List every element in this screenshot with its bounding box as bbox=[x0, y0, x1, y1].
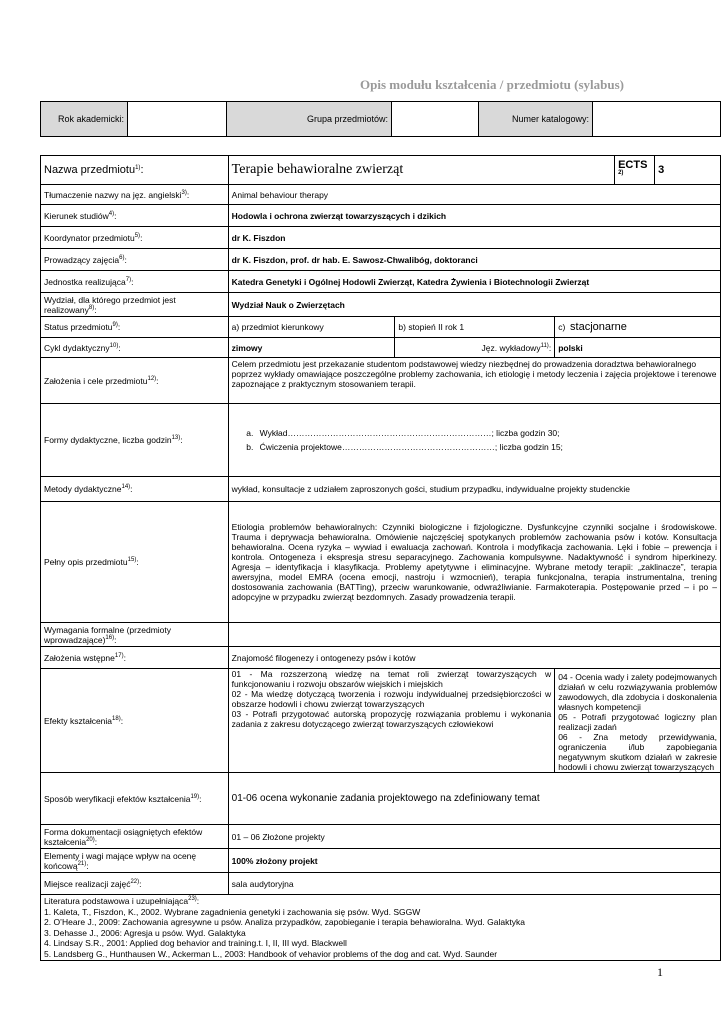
row-zalozenia bbox=[41, 358, 721, 404]
rok-akademicki-value bbox=[128, 102, 227, 137]
row-cykl bbox=[41, 338, 721, 358]
row-koordynator bbox=[41, 227, 721, 249]
row-wydzial bbox=[41, 293, 721, 317]
page-number: 1 bbox=[657, 965, 663, 979]
grupa-przedmiotow-value bbox=[392, 102, 479, 137]
jezyk-label: Jęz. wykładowy$^{11)}$: bbox=[395, 338, 555, 358]
row-nazwa bbox=[41, 156, 721, 185]
sposob-label: Sposób weryfikacji efektów kształcenia$^{19)}$: bbox=[41, 773, 229, 825]
elementy-value: 100% złożony projekt bbox=[228, 849, 720, 873]
koordynator-label: Koordynator przedmiotu$^{5)}$: bbox=[41, 227, 229, 249]
literatura-cell bbox=[41, 895, 721, 961]
kierunek-label: Kierunek studiów$^{4)}$: bbox=[41, 205, 229, 227]
metody-label: Metody dydaktyczne$^{14)}$: bbox=[41, 477, 229, 502]
row-wymagania bbox=[41, 623, 721, 647]
status-b-value: b) stopień II rok 1 bbox=[395, 317, 555, 338]
formy-item: a. Wykład………………………………………………………………; liczba godzin 30; bbox=[256, 428, 717, 438]
formy-value bbox=[228, 404, 720, 477]
row-forma-dok bbox=[41, 825, 721, 849]
row-status bbox=[41, 317, 721, 338]
rok-akademicki-label: Rok akademicki: bbox=[41, 102, 128, 137]
nazwa-label: Nazwa przedmiotu$^{1)}$: bbox=[41, 156, 229, 185]
literatura-label: Literatura podstawowa i uzupełniająca$^{23)}$: bbox=[44, 896, 200, 906]
row-tlumaczenie bbox=[41, 185, 721, 205]
jednostka-label: Jednostka realizująca$^{7)}$: bbox=[41, 271, 229, 293]
forma-dok-value: 01 – 06 Złożone projekty bbox=[228, 825, 720, 849]
row-opis bbox=[41, 502, 721, 623]
literatura-item: 1. Kaleta, T., Fiszdon, K., 2002. Wybrane zagadnienia genetyki i zachowania się psów. Wyd. SGGW bbox=[44, 906, 421, 917]
forma-dok-label: Forma dokumentacji osiągniętych efektów kształcenia$^{20)}$: bbox=[41, 825, 229, 849]
row-literatura bbox=[41, 895, 721, 961]
row-metody bbox=[41, 477, 721, 502]
numer-katalogowy-label: Numer katalogowy: bbox=[479, 102, 593, 137]
row-prowadzacy bbox=[41, 249, 721, 271]
row-elementy bbox=[41, 849, 721, 873]
wstepne-value: Znajomość filogenezy i ontogenezy psów i kotów bbox=[228, 647, 720, 669]
zalozenia-value: Celem przedmiotu jest przekazanie studentom podstawowej wiedzy niezbędnej do prowadzenia doradztwa behawioralnego poprzez wykłady omawiające poszczególne problemy zachowania, ich etiologię i metody leczenia i zajęcia projektowe i terenowe zapoznające z praktycznym stosowaniem terapii. bbox=[228, 358, 720, 404]
efekty-label: Efekty kształcenia$^{18)}$: bbox=[41, 669, 229, 773]
header-info-table bbox=[40, 101, 721, 137]
kierunek-value: Hodowla i ochrona zwierząt towarzyszących i dzikich bbox=[228, 205, 720, 227]
literatura-item: 3. Dehasse J., 2006: Agresja u psów. Wyd. Galaktyka bbox=[44, 927, 246, 938]
efekty-left: 01 - Ma rozszerzoną wiedzę na temat roli zwierząt towarzyszących w funkcjonowaniu i rozwoju obszarów wiejskich i miejskich 02 - Ma wiedzę dotyczącą tworzenia i rozwoju indywidualnej przedsiębiorczości w obszarze hodowli i chowu zwierząt towarzyszących 03 - Potrafi przygotować autorską propozycję rozwiązania problemu i wykonania zadania z zakresu dotyczącego zwierząt towarzyszących człowiekowi bbox=[228, 669, 555, 773]
syllabus-table bbox=[40, 155, 721, 961]
row-efekty bbox=[41, 669, 721, 773]
formy-label: Formy dydaktyczne, liczba godzin$^{13)}$: bbox=[41, 404, 229, 477]
status-a-value: a) przedmiot kierunkowy bbox=[228, 317, 395, 338]
literatura-item: 4. Lindsay S.R., 2001: Applied dog behavior and training.t. I, II, III wyd. Blackwell bbox=[44, 938, 347, 948]
jednostka-value: Katedra Genetyki i Ogólnej Hodowli Zwierząt, Katedra Żywienia i Biotechnologii Zwierząt bbox=[228, 271, 720, 293]
ects-label: ECTS $^{2)}$ bbox=[615, 156, 655, 185]
row-kierunek bbox=[41, 205, 721, 227]
literatura-item: 5. Landsberg G., Hunthausen W., Ackerman L., 2003: Handbook of vehavior problems of the dog and cat. Wyd. Saunder bbox=[44, 948, 498, 959]
status-label: Status przedmiotu$^{9)}$: bbox=[41, 317, 229, 338]
zalozenia-label: Założenia i cele przedmiotu$^{12)}$: bbox=[41, 358, 229, 404]
prowadzacy-value: dr K. Fiszdon, prof. dr hab. E. Sawosz-Chwalibóg, doktoranci bbox=[228, 249, 720, 271]
row-jednostka bbox=[41, 271, 721, 293]
wydzial-value: Wydział Nauk o Zwierzętach bbox=[228, 293, 720, 317]
numer-katalogowy-value bbox=[593, 102, 721, 137]
wymagania-label: Wymagania formalne (przedmioty wprowadzające)$^{16)}$: bbox=[41, 623, 229, 647]
koordynator-value: dr K. Fiszdon bbox=[228, 227, 720, 249]
elementy-label: Elementy i wagi mające wpływ na ocenę końcową$^{21)}$: bbox=[41, 849, 229, 873]
wstepne-label: Założenia wstępne$^{17)}$: bbox=[41, 647, 229, 669]
cykl-value: zimowy bbox=[228, 338, 395, 358]
opis-label: Pełny opis przedmiotu$^{15)}$: bbox=[41, 502, 229, 623]
row-wstepne bbox=[41, 647, 721, 669]
opis-value: Etiologia problemów behawioralnych: Czynniki biologiczne i fizjologiczne. Dysfunkcyjne czynniki socjalne i środowiskowe. Trauma i deprywacja behawioralna. Omówienie najczęściej spotykanych problemów zachowania psów i kotów. Konsultacja behawioralna. Ocena ryzyka – wywiad i ewaluacja zachowań. Kontrola i modyfikacja zachowania. Lęki i fobie – prewencja i kontrola. Ontogeneza i ekspresja stresu separacyjnego. Zachowania kompulsywne. Nadaktywność i syndrom hiperkinezy. Agresja – identyfikacja i klasyfikacja. Problemy apetytywne i eliminacyjne. Wybrane metody terapii: „zaklinacze”, terapia awersyjna, model EMRA (ocena emocji, nastroju i wzmocnień), terapia funkcjonalna, terapia instrumentalna, trening dostosowania zachowania (BATTing), przeciw warunkowanie, odwrażliwianie. Farmakoterapia. Postępowanie przed – i po – adopcyjne w przypadku zwierząt bezdomnych. Zasady prowadzenia terapii. bbox=[228, 502, 720, 623]
row-miejsce bbox=[41, 873, 721, 895]
metody-value: wykład, konsultacje z udziałem zaproszonych gości, studium przypadku, indywidualne projekty studenckie bbox=[228, 477, 720, 502]
formy-item: b. Ćwiczenia projektowe………………………………………………; liczba godzin 15; bbox=[256, 442, 717, 452]
sposob-value: 01-06 ocena wykonanie zadania projektowego na zdefiniowany temat bbox=[228, 773, 720, 825]
tlumaczenie-value: Animal behaviour therapy bbox=[228, 185, 720, 205]
row-formy bbox=[41, 404, 721, 477]
wydzial-label: Wydział, dla którego przedmiot jest realizowany$^{8)}$: bbox=[41, 293, 229, 317]
wymagania-value bbox=[228, 623, 720, 647]
nazwa-value: Terapie behawioralne zwierząt bbox=[228, 156, 614, 185]
efekty-right: 04 - Ocenia wady i zalety podejmowanych działań w celu rozwiązywania problemów zawodowych, dla zdobycia i doskonalenia własnych kompetencji 05 - Potrafi przygotować logiczny plan realizacji zadań 06 - Zna metody przewidywania, ograniczenia i/lub zapobiegania negatywnym skutkom działań w zakresie hodowli i chowu zwierząt towarzyszących bbox=[555, 669, 721, 773]
status-c-value: c) stacjonarne bbox=[555, 317, 721, 338]
grupa-przedmiotow-label: Grupa przedmiotów: bbox=[227, 102, 392, 137]
miejsce-value: sala audytoryjna bbox=[228, 873, 720, 895]
miejsce-label: Miejsce realizacji zajęć$^{22)}$: bbox=[41, 873, 229, 895]
document-title: Opis modułu kształcenia / przedmiotu (sylabus) bbox=[360, 77, 625, 92]
jezyk-value: polski bbox=[555, 338, 721, 358]
ects-value: 3 bbox=[655, 156, 721, 185]
tlumaczenie-label: Tłumaczenie nazwy na jęz. angielski$^{3)}$: bbox=[41, 185, 229, 205]
literatura-item: 2. O’Heare J., 2009: Zachowania agresywne u psów. Analiza przypadków, zapobieganie i terapia behawioralna. Wyd. Galaktyka bbox=[44, 917, 525, 927]
row-sposob bbox=[41, 773, 721, 825]
cykl-label: Cykl dydaktyczny$^{10)}$: bbox=[41, 338, 229, 358]
prowadzacy-label: Prowadzący zajęcia$^{6)}$: bbox=[41, 249, 229, 271]
